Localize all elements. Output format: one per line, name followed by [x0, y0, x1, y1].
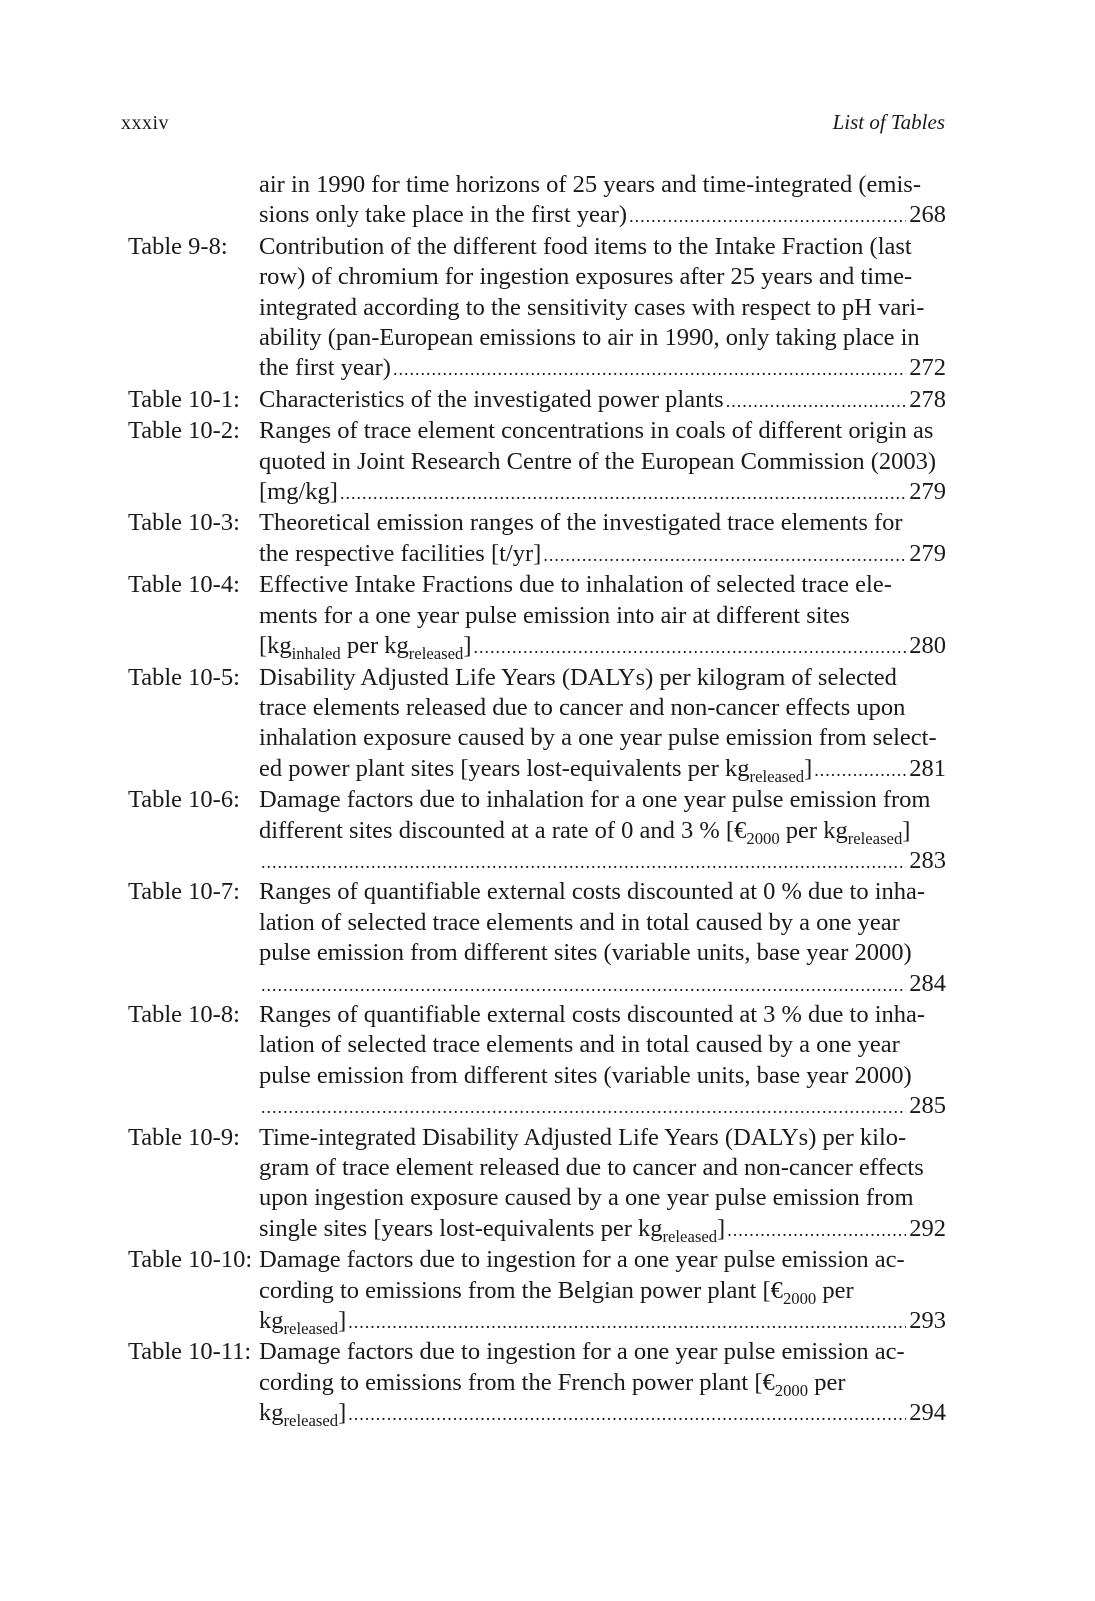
text-fragment: ] — [338, 1399, 347, 1427]
subscript: 2000 — [782, 1288, 817, 1308]
dot-leader — [543, 539, 906, 570]
dot-leader — [727, 1214, 906, 1245]
entry-title — [259, 385, 946, 416]
page-ref: 294 — [909, 1399, 946, 1427]
text-fragment: per kg — [340, 632, 409, 660]
text-fragment: single sites [years lost-equivalents per kg — [259, 1214, 663, 1242]
entry-title — [259, 1000, 946, 1123]
title-line-end — [259, 754, 812, 784]
text-fragment: kg — [259, 1399, 284, 1427]
dot-leader — [814, 754, 906, 785]
title-line-end: the first year) — [259, 354, 391, 382]
dot-leader — [473, 631, 906, 662]
title-line: upon ingestion exposure caused by a one year pulse emission from — [259, 1184, 914, 1212]
title-line: Damage factors due to ingestion for a one year pulse emission ac- — [259, 1338, 905, 1366]
title-last-line — [259, 1091, 946, 1122]
entry-title — [259, 877, 946, 1000]
title-line: trace elements released due to cancer and non-cancer effects upon — [259, 693, 906, 721]
entry-title — [259, 1337, 946, 1429]
entry-title — [259, 570, 946, 662]
subscript: released — [283, 1318, 339, 1338]
page-number: xxxiv — [121, 112, 170, 134]
toc-entry[interactable] — [128, 170, 946, 232]
page-ref: 283 — [909, 846, 946, 874]
dot-leader — [629, 200, 906, 231]
toc-entry[interactable] — [128, 508, 946, 570]
title-line — [259, 816, 946, 846]
title-line: inhalation exposure caused by a one year pulse emission from select- — [259, 724, 937, 752]
text-fragment: cording to emissions from the Belgian power plant [€ — [259, 1276, 783, 1304]
entry-title — [259, 416, 946, 508]
toc-entry[interactable] — [128, 385, 946, 416]
entry-title — [259, 1123, 946, 1246]
title-line — [259, 1368, 946, 1398]
title-last-line — [259, 200, 946, 231]
dot-leader — [348, 1306, 906, 1337]
table-label: Table 10-2: — [128, 417, 240, 445]
subscript: 2000 — [774, 1380, 809, 1400]
toc-entry[interactable] — [128, 1123, 946, 1246]
subscript: released — [847, 828, 903, 848]
title-line: Contribution of the different food items to the Intake Fraction (last — [259, 232, 912, 260]
title-line-end — [259, 631, 471, 661]
title-line: Ranges of quantifiable external costs discounted at 0 % due to inha- — [259, 878, 926, 906]
dot-leader — [261, 969, 906, 1000]
entry-title — [259, 785, 946, 877]
text-fragment: per — [816, 1276, 854, 1304]
title-line — [259, 1276, 946, 1306]
text-fragment: different sites discounted at a rate of 0 and 3 % [€ — [259, 816, 747, 844]
entry-title — [259, 663, 946, 786]
title-line: Disability Adjusted Life Years (DALYs) per kilogram of selected — [259, 663, 897, 691]
table-label: Table 9-8: — [128, 232, 228, 260]
page-ref: 280 — [909, 632, 946, 660]
page-ref: 281 — [909, 754, 946, 782]
title-line: integrated according to the sensitivity cases with respect to pH vari- — [259, 293, 925, 321]
title-line: Ranges of trace element concentrations in coals of different origin as — [259, 417, 934, 445]
title-line: Time-integrated Disability Adjusted Life Years (DALYs) per kilo- — [259, 1123, 907, 1151]
dot-leader — [348, 1398, 906, 1429]
entry-title — [259, 232, 946, 385]
toc-entry[interactable] — [128, 1337, 946, 1429]
title-last-line — [259, 754, 946, 785]
text-fragment: ] — [902, 816, 911, 844]
toc-entry[interactable] — [128, 232, 946, 385]
table-label: Table 10-9: — [128, 1123, 240, 1151]
running-head: List of Tables — [832, 110, 945, 134]
title-line: lation of selected trace elements and in total caused by a one year — [259, 1031, 900, 1059]
text-fragment: ed power plant sites [years lost-equivalents per kg — [259, 754, 750, 782]
text-fragment: ] — [338, 1307, 347, 1335]
text-fragment: kg — [259, 1307, 284, 1335]
page-ref: 293 — [909, 1307, 946, 1335]
title-line: air in 1990 for time horizons of 25 years and time-integrated (emis- — [259, 171, 921, 198]
table-label: Table 10-11: — [128, 1338, 252, 1366]
title-line: Damage factors due to inhalation for a one year pulse emission from — [259, 786, 931, 814]
entry-title — [259, 1245, 946, 1337]
text-fragment: ] — [804, 754, 813, 782]
table-label: Table 10-1: — [128, 385, 240, 413]
title-line: Ranges of quantifiable external costs discounted at 3 % due to inha- — [259, 1000, 926, 1028]
title-last-line — [259, 1306, 946, 1337]
dot-leader — [261, 846, 906, 877]
page-ref: 278 — [909, 385, 946, 413]
title-line-end: sions only take place in the first year) — [259, 201, 628, 229]
toc-entry[interactable] — [128, 663, 946, 786]
title-line: Effective Intake Fractions due to inhalation of selected trace ele- — [259, 571, 892, 599]
subscript: released — [283, 1411, 339, 1431]
table-label: Table 10-6: — [128, 786, 240, 814]
page-ref: 279 — [909, 478, 946, 506]
title-line-end — [259, 1306, 346, 1336]
title-line-end — [259, 1398, 347, 1431]
subscript: inhaled — [291, 643, 341, 663]
toc-entry[interactable] — [128, 416, 946, 508]
table-label: Table 10-7: — [128, 878, 240, 906]
title-line: pulse emission from different sites (variable units, base year 2000) — [259, 1061, 912, 1089]
toc-entry[interactable] — [128, 877, 946, 1000]
title-line: pulse emission from different sites (variable units, base year 2000) — [259, 939, 912, 967]
title-line-end — [259, 1214, 725, 1244]
title-line: Damage factors due to ingestion for a one year pulse emission ac- — [259, 1246, 905, 1274]
subscript: released — [408, 643, 464, 663]
title-line-end: the respective facilities [t/yr] — [259, 539, 542, 567]
text-fragment: per — [808, 1368, 846, 1396]
subscript: 2000 — [746, 828, 780, 848]
title-last-line — [259, 1214, 946, 1245]
page-ref: 285 — [909, 1092, 946, 1120]
dot-leader — [261, 1091, 906, 1122]
title-last-line — [259, 539, 946, 570]
title-line: Theoretical emission ranges of the investigated trace elements for — [259, 509, 903, 537]
title-line-end: Characteristics of the investigated power plants — [259, 385, 724, 413]
table-label: Table 10-5: — [128, 663, 240, 691]
title-last-line — [259, 353, 946, 384]
page-ref: 279 — [909, 539, 946, 567]
page-ref: 292 — [909, 1214, 946, 1242]
text-fragment: ] — [463, 632, 472, 660]
title-line: quoted in Joint Research Centre of the European Commission (2003) — [259, 447, 937, 475]
text-fragment: [kg — [259, 632, 292, 660]
title-last-line — [259, 631, 946, 662]
entry-title — [259, 170, 946, 232]
title-last-line — [259, 477, 946, 508]
title-line-end: [mg/kg] — [259, 478, 338, 506]
table-label: Table 10-3: — [128, 509, 240, 537]
table-label: Table 10-8: — [128, 1000, 240, 1028]
page-ref: 272 — [909, 354, 946, 382]
table-label: Table 10-4: — [128, 571, 240, 599]
title-line: ability (pan-European emissions to air in 1990, only taking place in — [259, 324, 920, 352]
page-ref: 268 — [909, 201, 946, 229]
dot-leader — [726, 385, 906, 416]
title-last-line — [259, 385, 946, 416]
title-last-line — [259, 969, 946, 1000]
table-label: Table 10-10: — [128, 1246, 253, 1274]
text-fragment: ] — [717, 1214, 726, 1242]
toc-entry[interactable] — [128, 570, 946, 662]
title-line: ments for a one year pulse emission into air at different sites — [259, 601, 850, 629]
title-last-line — [259, 1398, 946, 1429]
subscript: released — [749, 766, 805, 786]
dot-leader — [393, 353, 906, 384]
toc-entry[interactable] — [128, 785, 946, 877]
text-fragment: cording to emissions from the French power plant [€ — [259, 1368, 775, 1396]
title-line: row) of chromium for ingestion exposures after 25 years and time- — [259, 263, 913, 291]
subscript: released — [662, 1226, 718, 1246]
entry-title — [259, 508, 946, 570]
toc-entry[interactable] — [128, 1000, 946, 1123]
title-line: gram of trace element released due to cancer and non-cancer effects — [259, 1154, 924, 1181]
list-of-tables — [128, 170, 946, 1430]
page-ref: 284 — [909, 969, 946, 997]
title-line: lation of selected trace elements and in total caused by a one year — [259, 908, 900, 936]
title-last-line — [259, 846, 946, 877]
toc-entry[interactable] — [128, 1245, 946, 1337]
text-fragment: per kg — [779, 816, 848, 844]
dot-leader — [340, 477, 906, 508]
